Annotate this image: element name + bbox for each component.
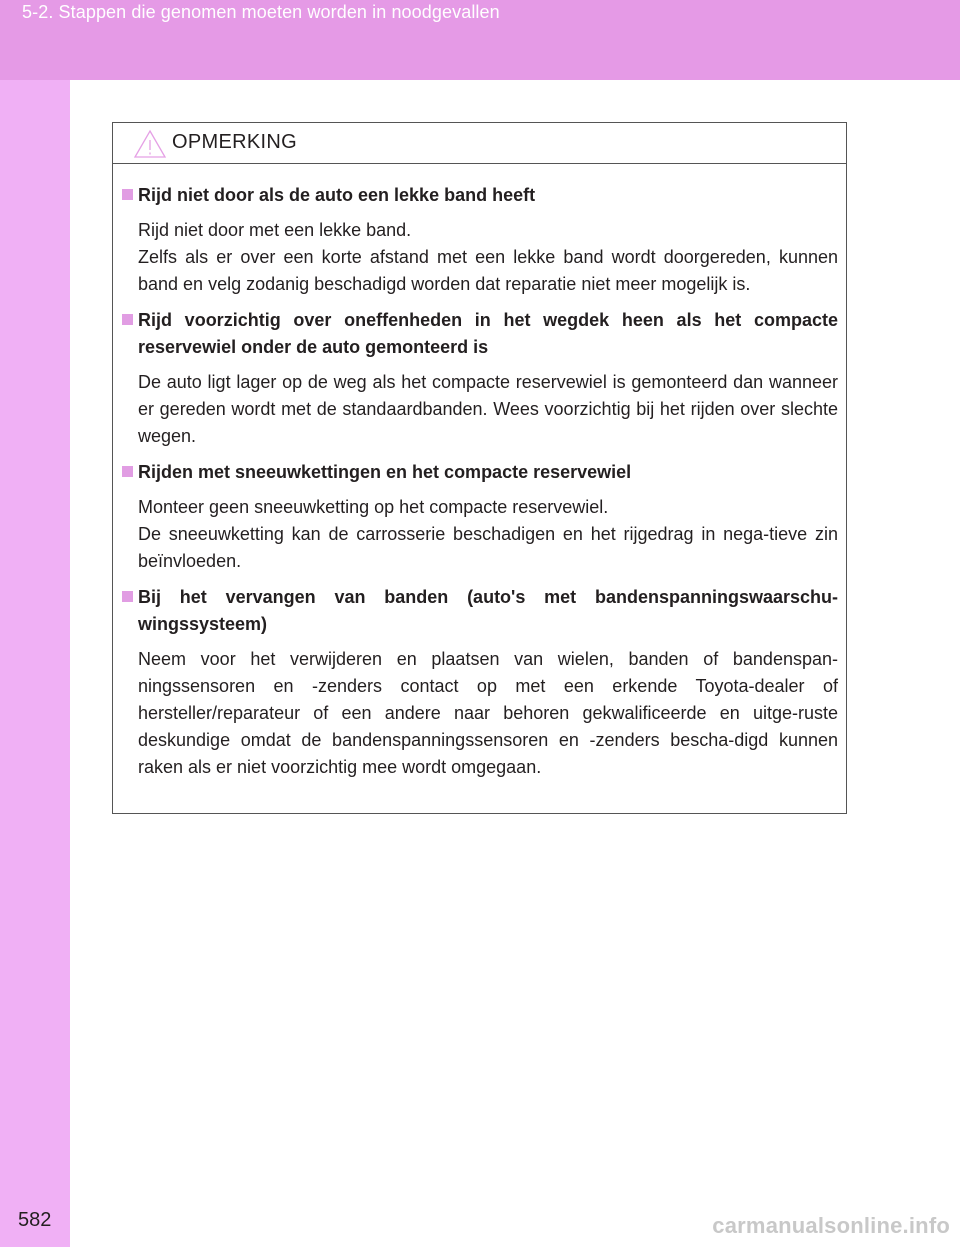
square-bullet-icon <box>122 189 133 200</box>
section-title: 5-2. Stappen die genomen moeten worden in noodgevallen <box>22 2 500 22</box>
page-number: 582 <box>18 1209 52 1231</box>
section-heading: Rijd voorzichtig over oneffenheden in het wegdek heen als het compacte reservewiel onder de auto gemonteerd is <box>138 310 838 357</box>
paragraph: Rijd niet door met een lekke band. <box>138 220 412 240</box>
square-bullet-icon <box>122 314 133 325</box>
side-strip <box>0 80 70 1247</box>
section-heading: Bij het vervangen van banden (auto's met bandenspanningswaarschu-wingssysteem) <box>138 587 838 634</box>
notice-box <box>112 122 847 814</box>
notice-header <box>113 123 846 164</box>
paragraph: Neem voor het verwijderen en plaatsen van wielen, banden of bandenspan-ningssensoren en -zenders contact op met een erkende Toyota-dealer of hersteller/reparateur of een andere naar behoren gekwalificeerde en uitge-ruste deskundige omdat de bandenspanningssensoren en -zenders bescha-digd kunnen raken als er niet voorzichtig mee wordt omgegaan. <box>138 649 838 777</box>
section-text <box>122 369 838 450</box>
section-text <box>122 646 838 781</box>
square-bullet-icon <box>122 591 133 602</box>
paragraph: Monteer geen sneeuwketting op het compacte reservewiel. <box>138 497 609 517</box>
paragraph: Zelfs als er over een korte afstand met een lekke band wordt doorgereden, kunnen band en velg zodanig beschadigd worden dat reparatie niet meer mogelijk is. <box>138 247 838 294</box>
square-bullet-icon <box>122 466 133 477</box>
paragraph: De auto ligt lager op de weg als het compacte reservewiel is gemonteerd dan wanneer er gereden wordt met de standaardbanden. Wees voorzichtig bij het rijden over slechte wegen. <box>138 372 838 446</box>
notice-body <box>113 164 846 781</box>
section-heading: Rijden met sneeuwkettingen en het compacte reservewiel <box>138 462 632 482</box>
watermark: carmanualsonline.info <box>712 1213 950 1238</box>
section-snow-chains <box>122 459 838 575</box>
notice-title: OPMERKING <box>172 131 297 153</box>
section-flat-tire <box>122 182 838 298</box>
section-tire-replacement <box>122 584 838 781</box>
section-heading: Rijd niet door als de auto een lekke band heeft <box>138 185 536 205</box>
header-band <box>0 0 960 80</box>
paragraph: De sneeuwketting kan de carrosserie beschadigen en het rijgedrag in nega-tieve zin beïnvloeden. <box>138 524 838 571</box>
section-text <box>122 494 838 575</box>
section-text <box>122 217 838 298</box>
section-compact-spare <box>122 307 838 450</box>
warning-triangle-icon <box>133 129 167 159</box>
